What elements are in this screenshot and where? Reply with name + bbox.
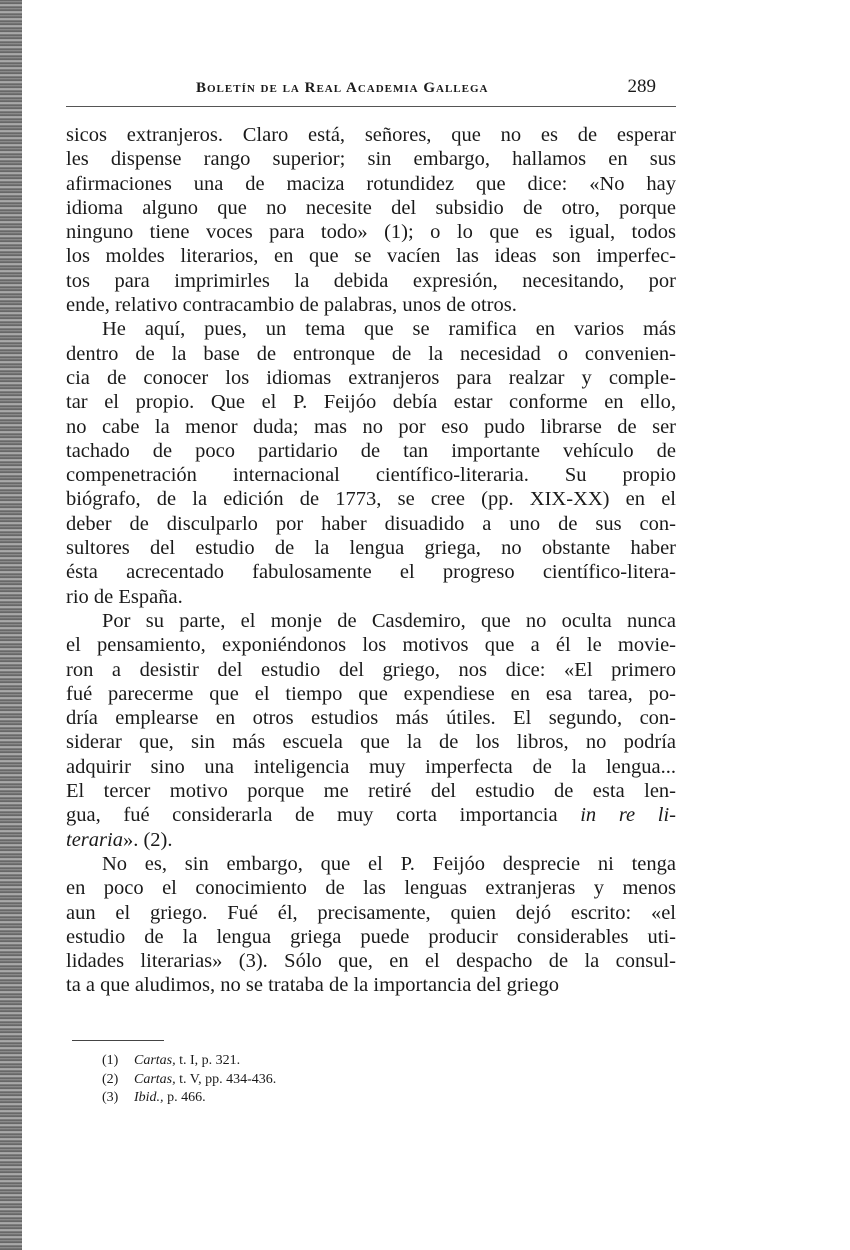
text-line: no cabe la menor duda; mas no por eso pudo librarse de ser: [66, 415, 676, 438]
text-line: tachado de poco partidario de tan importante vehículo de: [66, 439, 676, 462]
text-line: dentro de la base de entronque de la necesidad o convenien-: [66, 342, 676, 365]
text-line: aun el griego. Fué él, precisamente, quien dejó escrito: «el: [66, 901, 676, 924]
footnote-reference: t. V, pp. 434-436.: [175, 1071, 277, 1087]
footnote-number: (2): [102, 1071, 119, 1087]
footnote-work: Cartas,: [134, 1071, 176, 1087]
text-line: les dispense rango superior; sin embargo, hallamos en sus: [66, 148, 676, 171]
text-line: sultores del estudio de la lengua griega, no obstante haber: [66, 537, 676, 560]
text-line: estudio de la lengua griega puede producir considerables uti-: [66, 925, 676, 948]
footnote-reference: t. I, p. 321.: [175, 1053, 241, 1068]
text-line: ron a desistir del estudio del griego, nos dice: «El primero: [66, 658, 676, 681]
body-text: [66, 123, 676, 998]
text-line: ende, relativo contracambio de palabras, unos de otros.: [66, 294, 517, 317]
footnote: [102, 1089, 276, 1108]
text-line: afirmaciones una de maciza rotundidez que dice: «No hay: [66, 172, 676, 195]
running-header: [66, 76, 676, 107]
text-line: ninguno tiene voces para todo» (1); o lo que es igual, todos: [66, 221, 676, 244]
journal-title: Boletín de la Real Academia Gallega: [196, 80, 489, 96]
text-line: sicos extranjeros. Claro está, señores, que no es de esperar: [66, 124, 676, 146]
text-line: el pensamiento, exponiéndonos los motivos que a él le movie-: [66, 634, 676, 657]
text-line: dría emplearse en otros estudios más útiles. El segundo, con-: [66, 707, 676, 730]
text-line: compenetración internacional científico-literaria. Su propio: [66, 464, 676, 487]
paragraph: [66, 123, 676, 317]
text-line: El tercer motivo porque me retiré del estudio de esta len-: [66, 780, 676, 803]
text-line: los moldes literarios, en que se vacíen las ideas son imperfec-: [66, 245, 676, 268]
footnote: [102, 1071, 276, 1090]
footnote-work: Cartas,: [134, 1053, 176, 1068]
footnotes: [102, 1052, 276, 1108]
text-line: cia de conocer los idiomas extranjeros para realzar y comple-: [66, 366, 676, 389]
text-line: Por su parte, el monje de Casdemiro, que no oculta nunca: [102, 609, 676, 632]
text-line: deber de disculparlo por haber disuadido a uno de sus con-: [66, 512, 676, 535]
text-line: He aquí, pues, un tema que se ramifica en varios más: [102, 318, 676, 341]
footnote: [102, 1052, 276, 1071]
text-line: en poco el conocimiento de las lenguas extranjeras y menos: [66, 877, 676, 900]
text-line: adquirir sino una inteligencia muy imperfecta de la lengua...: [66, 755, 676, 778]
footnote-reference: p. 466.: [163, 1090, 206, 1105]
text-line: fué parecerme que el tiempo que expendiese en esa tarea, po-: [66, 682, 676, 705]
footnote-work: Ibid.,: [134, 1090, 164, 1105]
footnote-number: (3): [102, 1090, 119, 1105]
footnote-number: (1): [102, 1053, 119, 1068]
text-line: idioma alguno que no necesite del subsidio de otro, porque: [66, 196, 676, 219]
latin-phrase: teraria: [66, 828, 123, 851]
text-line: gua, fué considerarla de muy corta importancia in re li-: [66, 804, 676, 827]
text-line: teraria». (2).: [66, 828, 173, 851]
scan-binding-edge: [0, 0, 22, 1250]
text-line: tar el propio. Que el P. Feijóo debía estar conforme en ello,: [66, 391, 676, 414]
paragraph: [66, 609, 676, 852]
text-line: tos para imprimirles la debida expresión, necesitando, por: [66, 269, 676, 292]
latin-phrase: in re li-: [580, 804, 676, 827]
paragraph: [66, 852, 676, 998]
text-line: lidades literarias» (3). Sólo que, en el despacho de la consul-: [66, 950, 676, 973]
text-line: siderar que, sin más escuela que la de los libros, no podría: [66, 731, 676, 754]
text-line: ta a que aludimos, no se trataba de la importancia del griego: [66, 974, 559, 997]
text-line: ésta acrecentado fabulosamente el progreso científico-litera-: [66, 561, 676, 584]
footnote-divider: [72, 1040, 164, 1041]
paragraph: [66, 317, 676, 609]
text-line: No es, sin embargo, que el P. Feijóo desprecie ni tenga: [102, 852, 676, 875]
text-line: rio de España.: [66, 585, 183, 608]
text-line: biógrafo, de la edición de 1773, se cree (pp. XIX-XX) en el: [66, 488, 676, 511]
page-number: 289: [627, 76, 656, 97]
